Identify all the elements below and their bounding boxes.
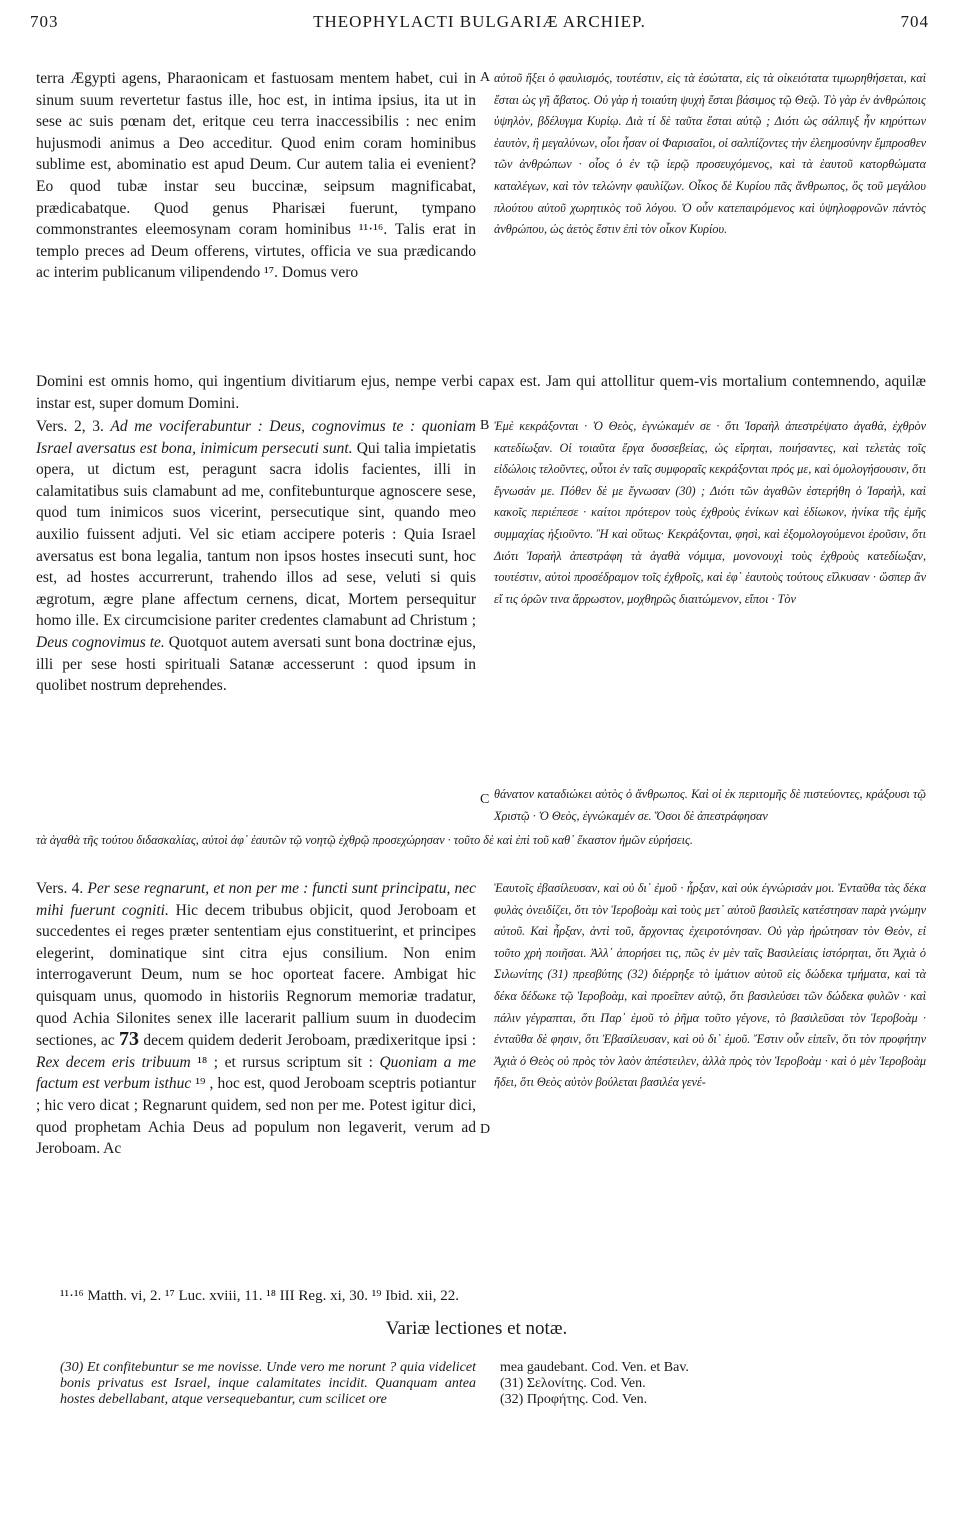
variant-note-32: (32) Προφήτης. Cod. Ven. bbox=[500, 1392, 648, 1407]
latin-quote-d1: Rex decem eris tribuum bbox=[36, 1053, 191, 1071]
variants-title: Variæ lectiones et notæ. bbox=[385, 1318, 568, 1339]
latin-text-d bbox=[36, 878, 476, 1160]
page-header bbox=[30, 12, 929, 38]
column-signature: 73 bbox=[119, 1028, 140, 1051]
page-number-left: 703 bbox=[30, 12, 59, 31]
latin-body-d4: , hoc est, quod Jeroboam sceptris potiantur ; hic vero dicat ; Regnarunt quidem, sed non per me. Potest igitur dici, quod prophetam Achia Deus ad populum non legaverit, verum ad Jeroboam. Ac bbox=[36, 1075, 477, 1158]
page-number-right: 704 bbox=[900, 12, 929, 31]
footnotes: ¹¹·¹⁶ Matth. vi, 2. ¹⁷ Luc. xviii, 11. ¹⁸ III Reg. xi, 30. ¹⁹ Ibid. xii, 22. bbox=[60, 1288, 459, 1304]
footnote-ref-19: ¹⁹ bbox=[195, 1075, 206, 1093]
latin-body-d3: ; et rursus scriptum sit : bbox=[213, 1053, 373, 1071]
greek-text-c: θάνατον καταδιώκει αὐτὸς ὁ ἄνθρωπος. Καὶ οἱ ἐκ περιτομῆς δὲ πιστεύοντες, κράξουσι τῷ Χριστῷ · Ὁ Θεὸς, ἐγνώκαμέν σε. Ὅσοι δὲ ἀπεστράφησαν bbox=[494, 787, 926, 823]
greek-fullwidth-c: τὰ ἀγαθὰ τῆς τούτου διδασκαλίας, αὐτοὶ ἀφ᾽ ἑαυτῶν τῷ νοητῷ ἐχθρῷ προσεχώρησαν · τοῦτο δὲ καὶ ἐπὶ τοῦ καθ᾽ ἕκαστον ἡμῶν εὑρήσεις. bbox=[36, 833, 693, 847]
latin-body-b-end: Quotquot autem aversati sunt bona doctrinæ ejus, illi per sese hosti spirituali Satanæ accesserunt : quod ipsum in quolibet nostrum deprehendes. bbox=[36, 633, 476, 695]
footnote-ref-18: ¹⁸ bbox=[197, 1053, 208, 1071]
latin-body-d1: Hic decem tribubus objicit, quod Jeroboam et succedentes ei reges præter sententiam ejus constituerint, et principes elegerint, dominatique sint citra ejus consilium. Non enim interrogaverunt Deum, num se hoc oporteat facere. Ambigat hic quisquam unus, quomodo in historiis Regnorum memoriæ tradatur, quod Achia Silonites senex ille lacerarit pallium suum in duodecim sectiones, ac bbox=[36, 901, 476, 1050]
verse-quote-b: Ad me vociferabuntur : Deus, cognovimus te : quoniam Israel aversatus est bona, inimicum persecuti sunt. bbox=[36, 418, 476, 457]
verse-label-b: Vers. 2, 3. bbox=[36, 418, 104, 435]
greek-text-a: αὐτοῦ ἥξει ὁ φαυλισμός, τουτέστιν, εἰς τὰ ἐσώτατα, εἰς τὰ οἰκειότατα τιμωρηθήσεται, καὶ ἔσται ὡς γῆ ἄβατος. Οὐ γὰρ ἡ τοιαύτη ψυχὴ ἔσται βάσιμος τῷ Θεῷ. Τὸ γὰρ ἐν ἀνθρώποις ὑψηλὸν, βδέλυγμα Κυρίῳ. Διὰ τί δὲ ταῦτα ἔσται αὐτῷ ; Διότι ὡς σάλπιγξ ἦν κηρύττων ἑαυτὸν, ἢ μεγαλύνων, οἷοι ἦσαν οἱ Φαρισαῖοι, οἱ σαλπίζοντες τὴν ἐλεημοσύνην ἔμπροσθεν τῶν ἀνθρώπων · οἷος ὁ ἐν τῷ ἱερῷ προσευχόμενος, καὶ τὰ ἑαυτοῦ κατορθώματα καταλέγων, καὶ τὸν τελώνην φαυλίζων. Οἶκος δὲ Κυρίου πᾶς ἄνθρωπος, ὃς τοῦ μεγάλου πλούτου αὐτοῦ χωρητικὸς τοῦ λόγου. Ὁ οὖν κατεπαιρόμενος καὶ ὑψηλοφρονῶν πάντὸς ἀνθρώπου, ὡς ἀετὸς ἔστιν ἐπὶ τὸν οἶκον Κυρίου. bbox=[494, 71, 926, 237]
latin-quote-d2: Quoniam a me factum est verbum isthuc bbox=[36, 1053, 476, 1093]
latin-text-b bbox=[36, 416, 476, 697]
margin-marker-d: D bbox=[480, 1122, 491, 1137]
verse-quote-d: Per sese regnarunt, et non per me : functi sunt principatu, nec mihi fuerunt cogniti. bbox=[36, 880, 476, 919]
margin-marker-b: B bbox=[480, 418, 490, 433]
running-head: THEOPHYLACTI BULGARIÆ ARCHIEP. bbox=[313, 12, 646, 31]
latin-body-b: Qui talia impietatis opera, ut dictum est, peragunt sacra idolis facientes, illi in calamitatibus suis clamabunt ad me, confitebunturque agnoscere sese, quod tum inimicos suos vicerint, persecutique sint, quando meo auxilio fuissent adjuti. Vel sic etiam accipere poteris : Quia Israel aversatus est bona legalia, tantum non ipsos hostes insecuti sunt, hoc est, ad hostes accurrerunt, trahendo illos ad sese, veluti si quis ægrotum, ægre plane affectum cernens, dicat, Mortem persequitur homo ille. Ex circumcisione pariter credentes clamabunt ad Christum ; bbox=[36, 439, 477, 630]
greek-text-b: Ἐμὲ κεκράξονται · Ὁ Θεὸς, ἐγνώκαμέν σε · ὅτι Ἰσραὴλ ἀπεστρέψατο ἀγαθὰ, ἐχθρὸν κατεδίωξαν. Οἱ τοιαῦτα ἔργα δυσσεβείας, ὡς εἴρηται, ποιήσαντες, καὶ τελετὰς τοῖς εἰδώλοις τελοῦντες, οὗτοι ἐν ταῖς συμφοραῖς κεκράξονται πρός με, καὶ ὁμολογήσουσιν, ὅτι ἔγνωσάν με. Πόθεν δὲ με ἔγνωσαν (30) ; Διότι τῶν ἀγαθῶν ἐστερήθη ὁ Ἰσραὴλ, καὶ κακοῖς περιέπεσε · καίτοι πρότερον τοὺς ἐχθροὺς ἐνίκων καὶ ἐδίωκον, ἡνίκα τῆς ἐμῆς συμμαχίας ἠξιοῦντο. Ἢ καὶ οὕτως· Κεκράξονται, φησὶ, καὶ ἐξομολογούμενοι ἐροῦσιν, ὅτι Διότι Ἰσραὴλ ἀπεστράφη τὰ ἀγαθὰ νόμιμα, μονονουχὶ τοὺς ἐχθροὺς κατεδίωξαν, τουτέστιν, αὐτοὶ προσέδραμον τοῖς ἐχθροῖς, καὶ ἐφ᾽ ἑαυτοὺς τούτους εἵλκυσαν · ὥσπερ ἂν εἴ τις ὁρῶν τινα ἄρρωστον, μοχθηρῶς διαιτώμενον, εἴποι · Τὸν bbox=[494, 419, 926, 606]
margin-marker-a: A bbox=[480, 70, 491, 85]
variant-notes-right bbox=[500, 1360, 920, 1408]
latin-body-d2: decem quidem dederit Jeroboam, prædixeritque ipsi : bbox=[143, 1032, 477, 1050]
variant-note-31: (31) Σελονίτης. Cod. Ven. bbox=[500, 1376, 646, 1391]
greek-text-d: Ἑαυτοῖς ἐβασίλευσαν, καὶ οὐ δι᾽ ἐμοῦ · ἦρξαν, καὶ οὐκ ἐγνώρισάν μοι. Ἐνταῦθα τὰς δέκα φυλὰς ὀνειδίζει, ὅτι τὸν Ἱεροβοὰμ καὶ τοὺς μετ᾽ αὐτοῦ βασιλεῖς κατέστησαν παρὰ γνώμην αὐτοῦ. Καὶ ἦρξαν, ἀντὶ τοῦ, ἄρχοντας ἐχειροτόνησαν. Οὐ γὰρ ἠρώτησαν τὸν Θεὸν, εἰ τοῦτο χρὴ ποιῆσαι. Ἀλλ᾽ ἀπορήσει τις, πῶς ἐν μὲν ταῖς Βασιλείαις ἱστόρηται, ὅτι Ἀχιὰ ὁ Σιλωνίτης (31) πρεσβύτης (32) διέρρηξε τὸ ἱμάτιον αὐτοῦ εἰς δώδεκα τμήματα, καὶ τὰ δέκα δέδωκε τῷ Ἱεροβοὰμ, καὶ προεῖπεν αὐτῷ, ὅτι βασιλεύσει τῶν δώδεκα φυλῶν · καὶ πάλιν γέγραπται, ὅτι Παρ᾽ ἐμοῦ τὸ ῥῆμα τοῦτο γέγονε, τὸ βασιλεῦσαι τὸν Ἱεροβοὰμ · ἐνταῦθα δὲ φησιν, ὅτι Ἐβασίλευσαν, καὶ οὐ δι᾽ ἐμοῦ. Ἔστιν οὖν εἰπεῖν, ὅτι τὸν προφήτην Ἀχιὰ ὁ Θεὸς οὐ πρὸς τὸν λαὸν ἀπέστειλεν, ἀλλὰ πρὸς τὸν Ἱεροβοὰμ · καὶ ὁ μὲν Ἱεροβοὰμ ἤδει, ὅτι Θεὸς αὐτὸν βούλεται βασιλέα γενέ- bbox=[494, 881, 926, 1090]
verse-label-d: Vers. 4. bbox=[36, 880, 84, 897]
variant-note-left: (30) Et confitebuntur se me novisse. Unde vero me norunt ? quia videlicet bonis privatus est Israel, inque calamitates incidit. Quanquam antea hostes debellabant, atque versequebantur, cum scilicet ore bbox=[60, 1360, 476, 1407]
margin-marker-c: C bbox=[480, 792, 490, 807]
variant-note-30-end: mea gaudebant. Cod. Ven. et Bav. bbox=[500, 1360, 689, 1375]
latin-quote-b: Deus cognovimus te. bbox=[36, 633, 165, 651]
latin-text-a: terra Ægypti agens, Pharaonicam et fastuosam mentem habet, cui in sinum suum revertetur fastus ille, hoc est, in intima ipsius, ita ut in sese ac suis pœnam det, eritque ceu terra inaccessibilis : nec enim hujusmodi animus a Deo acceditur. Quod enim coram hominibus sublime est, abominatio est apud Deum. Cur autem talia ei evenient? Eo quod tubæ instar seu buccinæ, seipsum magnificabat, prædicabatque. Quod genus Pharisæi fuerunt, tympano commonstrantes eleemosynam coram hominibus ¹¹·¹⁶. Talis erat in templo preces ad Deum offerens, virtutes, officia ve sua prædicando ac interim publicanum vilipendendo ¹⁷. Domus vero bbox=[36, 70, 476, 282]
latin-fullwidth-a: Domini est omnis homo, qui ingentium divitiarum ejus, nempe verbi capax est. Jam qui attollitur quem-vis mortalium contemnendo, aquilæ instar est, super domum Domini. bbox=[36, 373, 926, 412]
